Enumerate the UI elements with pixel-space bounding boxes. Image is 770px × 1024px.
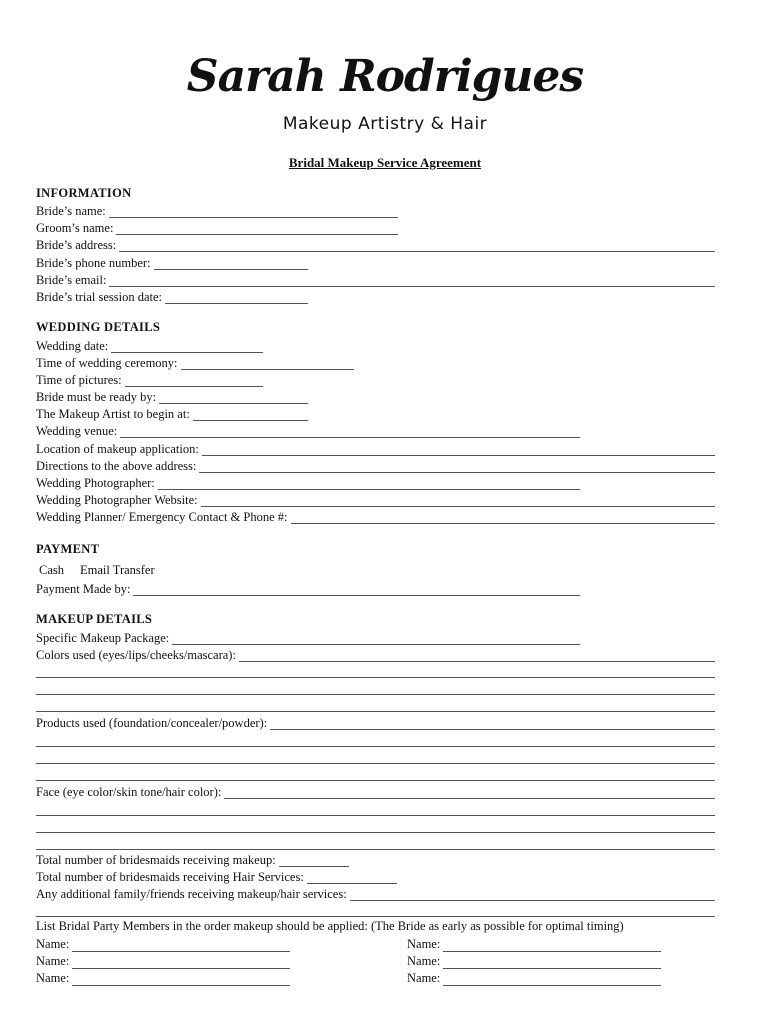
fill-line bbox=[443, 956, 661, 969]
bridal-party-name-field[interactable] bbox=[36, 952, 290, 969]
field-label: Wedding Planner/ Emergency Contact & Phone #: bbox=[36, 510, 288, 524]
field-label: Bride’s phone number: bbox=[36, 256, 151, 270]
field-label: Wedding venue: bbox=[36, 424, 118, 438]
fill-line bbox=[116, 222, 398, 235]
fill-line bbox=[154, 257, 308, 270]
colors-used-field[interactable] bbox=[36, 645, 715, 662]
wedding-date-field[interactable] bbox=[36, 336, 263, 353]
fill-line bbox=[172, 632, 580, 645]
section-payment-heading: PAYMENT bbox=[36, 542, 100, 556]
fill-line bbox=[133, 583, 580, 596]
field-label: Wedding date: bbox=[36, 339, 109, 353]
directions-field[interactable] bbox=[36, 456, 715, 473]
field-label: The Makeup Artist to begin at: bbox=[36, 407, 190, 421]
fill-line bbox=[72, 973, 290, 986]
field-label: Time of wedding ceremony: bbox=[36, 356, 178, 370]
bridal-party-name-field[interactable] bbox=[36, 969, 290, 986]
payment-made-by-field[interactable] bbox=[36, 579, 580, 596]
trial-date-field[interactable] bbox=[36, 287, 308, 304]
section-makeup-heading: MAKEUP DETAILS bbox=[36, 612, 153, 626]
fill-line bbox=[120, 425, 580, 438]
bridal-party-name-field[interactable] bbox=[407, 935, 661, 952]
fill-line bbox=[165, 291, 308, 304]
fill-line bbox=[109, 205, 398, 218]
fill-line bbox=[270, 717, 715, 730]
field-label: Wedding Photographer: bbox=[36, 476, 155, 490]
field-label: Bride’s address: bbox=[36, 238, 117, 252]
document-title: Bridal Makeup Service Agreement bbox=[288, 155, 482, 170]
field-label: Name: bbox=[407, 954, 441, 968]
pictures-time-field[interactable] bbox=[36, 370, 263, 387]
field-label: Bride must be ready by: bbox=[36, 390, 157, 404]
field-label: Name: bbox=[36, 954, 70, 968]
fill-line bbox=[201, 494, 715, 507]
planner-contact-field[interactable] bbox=[36, 507, 715, 524]
ceremony-time-field[interactable] bbox=[36, 353, 354, 370]
grooms-name-field[interactable] bbox=[36, 218, 398, 235]
fill-line bbox=[158, 477, 580, 490]
field-label: Total number of bridesmaids receiving makeup: bbox=[36, 853, 276, 867]
fill-line bbox=[443, 939, 661, 952]
field-label: Groom’s name: bbox=[36, 221, 114, 235]
field-label: Name: bbox=[36, 937, 70, 951]
field-label: Bride’s trial session date: bbox=[36, 290, 163, 304]
field-label: Name: bbox=[407, 937, 441, 951]
fill-line bbox=[199, 460, 715, 473]
blank-line[interactable] bbox=[36, 763, 715, 764]
bridal-party-name-field[interactable] bbox=[407, 969, 661, 986]
payment-option-cash[interactable]: Cash bbox=[39, 563, 64, 577]
blank-line[interactable] bbox=[36, 746, 715, 747]
field-label: Name: bbox=[36, 971, 70, 985]
blank-line[interactable] bbox=[36, 677, 715, 678]
field-label: Bride’s name: bbox=[36, 204, 106, 218]
ready-by-field[interactable] bbox=[36, 387, 308, 404]
field-label: Wedding Photographer Website: bbox=[36, 493, 198, 507]
blank-line[interactable] bbox=[36, 780, 715, 781]
fill-line bbox=[307, 871, 397, 884]
field-label: Face (eye color/skin tone/hair color): bbox=[36, 785, 222, 799]
fill-line bbox=[239, 649, 715, 662]
field-label: Any additional family/friends receiving makeup/hair services: bbox=[36, 887, 347, 901]
fill-line bbox=[443, 973, 661, 986]
bridesmaids-makeup-field[interactable] bbox=[36, 850, 349, 867]
fill-line bbox=[125, 374, 263, 387]
fill-line bbox=[159, 391, 308, 404]
brides-address-field[interactable] bbox=[36, 235, 715, 252]
blank-line[interactable] bbox=[36, 832, 715, 833]
section-information-heading: INFORMATION bbox=[36, 186, 132, 200]
field-label: Time of pictures: bbox=[36, 373, 122, 387]
makeup-package-field[interactable] bbox=[36, 628, 580, 645]
blank-line[interactable] bbox=[36, 815, 715, 816]
field-label: Bride’s email: bbox=[36, 273, 107, 287]
bridesmaids-hair-field[interactable] bbox=[36, 867, 397, 884]
field-label: Total number of bridesmaids receiving Hair Services: bbox=[36, 870, 304, 884]
blank-line[interactable] bbox=[36, 916, 715, 917]
fill-line bbox=[181, 357, 354, 370]
brand-name: Sarah Rodrigues bbox=[186, 51, 584, 102]
brides-name-field[interactable] bbox=[36, 201, 398, 218]
field-label: Payment Made by: bbox=[36, 582, 131, 596]
bridal-party-name-field[interactable] bbox=[407, 952, 661, 969]
brides-email-field[interactable] bbox=[36, 270, 715, 287]
fill-line bbox=[350, 888, 715, 901]
field-label: Location of makeup application: bbox=[36, 442, 199, 456]
fill-line bbox=[72, 939, 290, 952]
fill-line bbox=[224, 786, 715, 799]
fill-line bbox=[111, 340, 263, 353]
makeup-location-field[interactable] bbox=[36, 439, 715, 456]
fill-line bbox=[193, 408, 308, 421]
blank-line[interactable] bbox=[36, 694, 715, 695]
section-wedding-heading: WEDDING DETAILS bbox=[36, 320, 161, 334]
artist-begin-field[interactable] bbox=[36, 404, 308, 421]
fill-line bbox=[291, 511, 716, 524]
photographer-website-field[interactable] bbox=[36, 490, 715, 507]
field-label: Name: bbox=[407, 971, 441, 985]
face-details-field[interactable] bbox=[36, 782, 715, 799]
payment-option-email-transfer[interactable]: Email Transfer bbox=[80, 563, 155, 577]
fill-line bbox=[279, 854, 349, 867]
additional-services-field[interactable] bbox=[36, 884, 715, 901]
brand-tagline: Makeup Artistry & Hair bbox=[282, 114, 488, 134]
blank-line[interactable] bbox=[36, 711, 715, 712]
fill-line bbox=[109, 274, 715, 287]
fill-line bbox=[72, 956, 290, 969]
field-label: Colors used (eyes/lips/cheeks/mascara): bbox=[36, 648, 236, 662]
bridal-party-instruction: List Bridal Party Members in the order makeup should be applied: (The Bride as early as possible for optimal timing) bbox=[36, 919, 624, 933]
field-label: Products used (foundation/concealer/powder): bbox=[36, 716, 268, 730]
fill-line bbox=[119, 239, 715, 252]
products-used-field[interactable] bbox=[36, 713, 715, 730]
payment-options bbox=[39, 563, 171, 578]
field-label: Directions to the above address: bbox=[36, 459, 197, 473]
venue-field[interactable] bbox=[36, 421, 580, 438]
field-label: Specific Makeup Package: bbox=[36, 631, 170, 645]
photographer-field[interactable] bbox=[36, 473, 580, 490]
fill-line bbox=[202, 443, 715, 456]
bridal-party-name-field[interactable] bbox=[36, 935, 290, 952]
brides-phone-field[interactable] bbox=[36, 253, 308, 270]
